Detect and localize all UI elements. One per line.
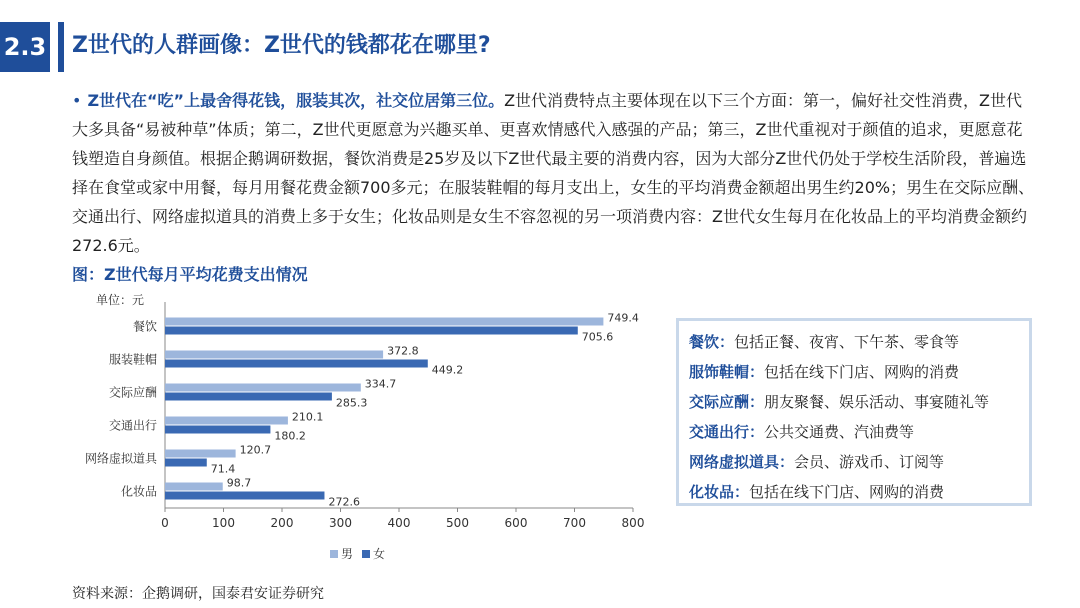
page-title: Z世代的人群画像：Z世代的钱都花在哪里? bbox=[72, 33, 491, 58]
data-label: 705.6 bbox=[581, 330, 614, 344]
definition-text: 包括在线下门店、网购的消费 bbox=[764, 363, 960, 381]
x-tick-label: 400 bbox=[387, 516, 411, 530]
data-label: 210.1 bbox=[291, 410, 324, 424]
definition-text: 会员、游戏币、订阅等 bbox=[794, 453, 945, 471]
x-tick-label: 200 bbox=[270, 516, 294, 530]
data-label: 98.7 bbox=[226, 476, 252, 490]
bar-female bbox=[165, 393, 332, 401]
data-label: 272.6 bbox=[328, 495, 360, 509]
category-definitions-box bbox=[676, 318, 1032, 506]
data-label: 180.2 bbox=[274, 429, 306, 443]
bar-female bbox=[165, 426, 270, 434]
y-category-label: 网络虚拟道具 bbox=[84, 451, 157, 466]
figure-caption: 图：Z世代每月平均花费支出情况 bbox=[72, 265, 308, 284]
legend-label: 男 bbox=[341, 547, 354, 561]
definition-text: 公共交通费、汽油费等 bbox=[764, 423, 915, 441]
x-tick-label: 600 bbox=[504, 516, 528, 530]
bar-male bbox=[165, 483, 223, 491]
source-note: 资料来源：企鹅调研，国泰君安证券研究 bbox=[72, 586, 324, 602]
data-label: 285.3 bbox=[335, 396, 368, 410]
legend-label: 女 bbox=[373, 547, 386, 561]
section-number-badge: 2.3 bbox=[0, 22, 50, 72]
definition-text: 朋友聚餐、娱乐活动、事宴随礼等 bbox=[764, 393, 990, 411]
spending-bar-chart bbox=[0, 280, 670, 580]
definition-row-cosmetics bbox=[689, 477, 1019, 507]
paragraph-highlight: Z世代在“吃”上最舍得花钱，服装其次，社交位居第三位。 bbox=[87, 91, 505, 110]
bullet-icon: • bbox=[72, 91, 82, 110]
paragraph-body: Z世代消费特点主要体现在以下三个方面：第一，偏好社交性消费，Z世代大多具备“易被种草”体质；第二，Z世代更愿意为兴趣买单、更喜欢情感代入感强的产品；第三，Z世代重视对于颜值的追求，更愿意花钱塑造自身颜值。根据企鹅调研数据，餐饮消费是25岁及以下Z世代最主要的消费内容，因为大部分Z世代仍处于学校生活阶段，普遍选择在食堂或家中用餐，每月用餐花费金额700多元；在服装鞋帽的每月支出上，女生的平均消费金额超出男生约20%；男生在交际应酬、交通出行、网络虚拟道具的消费上多于女生；化妆品则是女生不容忽视的另一项消费内容：Z世代女生每月在化妆品上的平均消费金额约272.6元。 bbox=[72, 91, 1035, 255]
definition-key: 服饰鞋帽： bbox=[689, 363, 765, 381]
x-tick-label: 700 bbox=[563, 516, 586, 530]
definition-key: 交通出行： bbox=[689, 423, 765, 441]
bar-female bbox=[165, 459, 207, 467]
definition-row-dining bbox=[689, 327, 1019, 357]
data-label: 749.4 bbox=[607, 311, 639, 325]
summary-paragraph bbox=[72, 86, 1037, 260]
x-tick-label: 100 bbox=[212, 516, 235, 530]
bar-male bbox=[165, 417, 288, 425]
x-tick-label: 800 bbox=[621, 516, 645, 530]
data-label: 120.7 bbox=[239, 443, 272, 457]
legend-swatch bbox=[330, 550, 338, 558]
bar-female bbox=[165, 360, 428, 368]
definition-text: 包括正餐、夜宵、下午茶、零食等 bbox=[734, 333, 960, 351]
definition-key: 化妆品： bbox=[689, 483, 750, 501]
y-category-label: 交际应酬 bbox=[108, 385, 157, 400]
data-label: 372.8 bbox=[387, 344, 419, 358]
definition-key: 网络虚拟道具： bbox=[689, 453, 795, 471]
x-tick-label: 500 bbox=[446, 516, 469, 530]
bar-female bbox=[165, 327, 578, 335]
legend-swatch bbox=[362, 550, 370, 558]
bar-male bbox=[165, 318, 603, 326]
definition-text: 包括在线下门店、网购的消费 bbox=[749, 483, 945, 501]
bar-male bbox=[165, 450, 236, 458]
definition-key: 餐饮： bbox=[689, 333, 735, 351]
bar-male bbox=[165, 351, 383, 359]
y-category-label: 服装鞋帽 bbox=[108, 352, 157, 367]
x-tick-label: 0 bbox=[161, 516, 169, 530]
definition-row-apparel bbox=[689, 357, 1019, 387]
bar-male bbox=[165, 384, 361, 392]
data-label: 334.7 bbox=[364, 377, 397, 391]
y-category-label: 交通出行 bbox=[108, 418, 157, 433]
definition-key: 交际应酬： bbox=[689, 393, 765, 411]
definition-row-transport bbox=[689, 417, 1019, 447]
y-category-label: 化妆品 bbox=[120, 484, 157, 499]
bar-female bbox=[165, 492, 324, 500]
definition-row-virtual-items bbox=[689, 447, 1019, 477]
title-accent-bar bbox=[58, 22, 64, 72]
x-tick-label: 300 bbox=[329, 516, 352, 530]
chart-unit-label: 单位：元 bbox=[96, 293, 145, 307]
definition-row-social bbox=[689, 387, 1019, 417]
data-label: 449.2 bbox=[431, 363, 464, 377]
y-category-label: 餐饮 bbox=[132, 319, 157, 334]
data-label: 71.4 bbox=[210, 462, 236, 476]
